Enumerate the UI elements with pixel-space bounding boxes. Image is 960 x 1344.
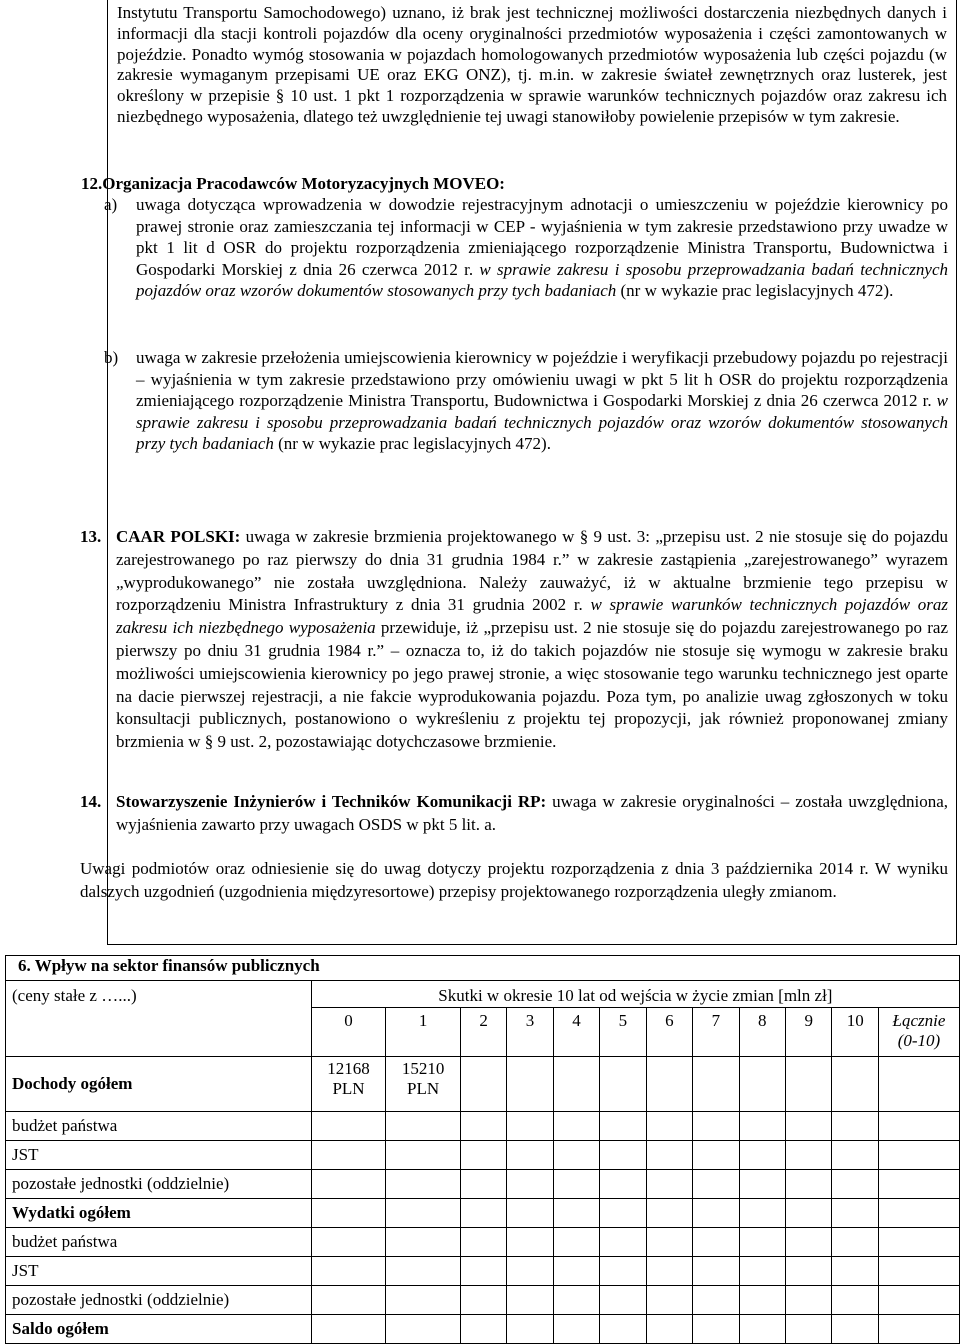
table-row bbox=[6, 1228, 960, 1257]
value-cell bbox=[693, 1199, 739, 1228]
value-cell bbox=[386, 1315, 461, 1344]
value-cell bbox=[600, 1057, 646, 1112]
value-cell bbox=[693, 1112, 739, 1141]
value-cell bbox=[460, 1112, 506, 1141]
value-cell bbox=[693, 1228, 739, 1257]
total-cell bbox=[878, 1170, 959, 1199]
value-cell bbox=[386, 1141, 461, 1170]
value-cell bbox=[786, 1199, 832, 1228]
value-cell bbox=[460, 1286, 506, 1315]
value-cell bbox=[311, 1286, 386, 1315]
item-b-main: uwaga w zakresie przełożenia umiejscowienia kierownicy w pojeździe i weryfikacji przebudowy pojazdu po rejestracji – wyjaśnienia w tym zakresie przedstawiono przy omówieniu uwagi w pkt 5 lit h OSR do projektu rozporządzenia zmieniającego rozporządzenie Ministra Transportu, Budownictwa i Gospodarki Morskiej z dnia 26 czerwca 2012 r. bbox=[136, 348, 948, 410]
item-a-end: (nr w wykazie prac legislacyjnych 472). bbox=[620, 281, 894, 300]
value-cell bbox=[311, 1315, 386, 1344]
section-14-number: 14. bbox=[80, 792, 102, 811]
item-a-title: w sprawie zakresu i sposobu przeprowadzania badań technicznych pojazdów oraz wzorów dokumentów stosowanych przy tych badaniach bbox=[136, 259, 948, 300]
value-cell bbox=[553, 1286, 599, 1315]
value-cell bbox=[786, 1257, 832, 1286]
row-label: JST bbox=[6, 1141, 312, 1170]
value-cell bbox=[600, 1257, 646, 1286]
total-cell bbox=[878, 1315, 959, 1344]
year-header-10: 10 bbox=[832, 1008, 878, 1057]
value-cell bbox=[600, 1228, 646, 1257]
value-cell bbox=[386, 1228, 461, 1257]
total-cell bbox=[878, 1257, 959, 1286]
value-cell bbox=[646, 1286, 692, 1315]
prices-label: (ceny stałe z …...) bbox=[6, 981, 312, 1008]
value-cell bbox=[600, 1315, 646, 1344]
value-cell bbox=[693, 1170, 739, 1199]
value-cell: 12168 PLN bbox=[311, 1057, 386, 1112]
section-12-number: 12. bbox=[81, 174, 103, 193]
year-header-6: 6 bbox=[646, 1008, 692, 1057]
section-13-text2: przewiduje, iż „przepisu ust. 2 nie stosuje się do pojazdu zarejestrowanego po raz pierwszy po dniu 31 grudnia 1984 r.” – oznacza to, iż do takich pojazdów nie stosuje się wymogu w zakresie braku możliwości umiejscowienia kierownicy po jego prawej stronie, a więc stosowanie tego warunku technicznego jest oparte na dacie pierwszej rejestracji, a nie fakcie wyprodukowania pojazdu. Poza tym, po analizie uwag zgłoszonych w toku konsultacji publicznych, postanowiono o wykreśleniu z projektu tej propozycji, jak również proponowanej zmiany brzmienia w § 9 ust. 2, pozostawiając dotychczasowe brzmienie. bbox=[116, 618, 949, 752]
value-cell bbox=[311, 1257, 386, 1286]
summary-paragraph: Uwagi podmiotów oraz odniesienie się do uwag dotyczy projektu rozporządzenia z dnia 3 października 2014 r. W wyniku dalszych uzgodnień (uzgodnienia międzyresortowe) przepisy projektowanego rozporządzenia uległy zmianom. bbox=[80, 859, 948, 901]
value-cell bbox=[460, 1170, 506, 1199]
value-cell bbox=[600, 1199, 646, 1228]
section-12a bbox=[104, 194, 948, 302]
row-label: Dochody ogółem bbox=[6, 1057, 312, 1112]
value-cell bbox=[646, 1141, 692, 1170]
total-cell bbox=[878, 1141, 959, 1170]
value-cell bbox=[507, 1170, 553, 1199]
value-cell bbox=[739, 1286, 785, 1315]
value-cell bbox=[600, 1112, 646, 1141]
finance-impact-table bbox=[5, 955, 960, 1344]
table-row bbox=[6, 1170, 960, 1199]
value-cell bbox=[553, 1112, 599, 1141]
row-label: budżet państwa bbox=[6, 1112, 312, 1141]
value-cell bbox=[646, 1170, 692, 1199]
value-cell bbox=[832, 1286, 878, 1315]
value-cell bbox=[786, 1315, 832, 1344]
value-cell bbox=[311, 1112, 386, 1141]
value-cell bbox=[553, 1199, 599, 1228]
item-a-label: a) bbox=[104, 195, 118, 214]
value-cell bbox=[739, 1257, 785, 1286]
effects-header: Skutki w okresie 10 lat od wejścia w życie zmian [mln zł] bbox=[311, 981, 959, 1008]
row-label: Wydatki ogółem bbox=[6, 1199, 312, 1228]
value-cell bbox=[693, 1257, 739, 1286]
value-cell bbox=[460, 1141, 506, 1170]
value-cell bbox=[460, 1257, 506, 1286]
year-header-blank bbox=[6, 1008, 312, 1057]
year-header-7: 7 bbox=[693, 1008, 739, 1057]
value-cell bbox=[386, 1199, 461, 1228]
value-cell bbox=[693, 1315, 739, 1344]
year-header-1: 1 bbox=[386, 1008, 461, 1057]
value-cell bbox=[311, 1228, 386, 1257]
value-cell bbox=[386, 1112, 461, 1141]
value-cell bbox=[693, 1141, 739, 1170]
value-cell bbox=[646, 1228, 692, 1257]
value-cell bbox=[460, 1199, 506, 1228]
year-header-0: 0 bbox=[311, 1008, 386, 1057]
value-cell bbox=[786, 1286, 832, 1315]
value-cell bbox=[460, 1315, 506, 1344]
value-cell bbox=[832, 1257, 878, 1286]
value-cell bbox=[507, 1257, 553, 1286]
value-cell bbox=[507, 1112, 553, 1141]
value-cell bbox=[646, 1315, 692, 1344]
value-cell bbox=[507, 1315, 553, 1344]
item-a-main: uwaga dotycząca wprowadzenia w dowodzie rejestracyjnym adnotacji o umieszczeniu w pojeździe kierownicy po prawej stronie oraz zamieszczania tej informacji w CEP - wyjaśnienia w tym zakresie przedstawiono przy uwadze w pkt 1 lit d OSR do projektu rozporządzenia zmieniającego rozporządzenie Ministra Transportu, Budownictwa i Gospodarki Morskiej z dnia 26 czerwca 2012 r. bbox=[136, 195, 948, 279]
value-cell bbox=[386, 1257, 461, 1286]
item-a-text bbox=[136, 194, 948, 302]
value-cell bbox=[739, 1228, 785, 1257]
section-12b bbox=[104, 347, 948, 455]
table-title: 6. Wpływ na sektor finansów publicznych bbox=[6, 956, 960, 981]
value-cell bbox=[786, 1141, 832, 1170]
total-cell bbox=[878, 1228, 959, 1257]
year-header-2: 2 bbox=[460, 1008, 506, 1057]
value-cell bbox=[832, 1170, 878, 1199]
item-b-label: b) bbox=[104, 348, 119, 367]
year-header-4: 4 bbox=[553, 1008, 599, 1057]
table-row bbox=[6, 1141, 960, 1170]
value-cell bbox=[460, 1228, 506, 1257]
value-cell bbox=[739, 1141, 785, 1170]
section-12-heading bbox=[81, 173, 505, 194]
table-row bbox=[6, 1315, 960, 1344]
value-cell bbox=[646, 1199, 692, 1228]
table-row bbox=[6, 1112, 960, 1141]
value-cell bbox=[646, 1057, 692, 1112]
value-cell bbox=[786, 1112, 832, 1141]
table-row bbox=[6, 1286, 960, 1315]
section-14-text: uwaga w zakresie oryginalności – została uwzględniona, wyjaśnienia zawarto przy uwagach OSDS w pkt 5 lit. a. bbox=[116, 792, 948, 834]
value-cell bbox=[600, 1141, 646, 1170]
value-cell bbox=[832, 1315, 878, 1344]
total-cell bbox=[878, 1199, 959, 1228]
value-cell bbox=[739, 1170, 785, 1199]
section-13 bbox=[80, 526, 948, 754]
row-label: budżet państwa bbox=[6, 1228, 312, 1257]
item-b-end: (nr w wykazie prac legislacyjnych 472). bbox=[278, 434, 551, 453]
value-cell bbox=[646, 1112, 692, 1141]
value-cell bbox=[507, 1199, 553, 1228]
value-cell bbox=[739, 1057, 785, 1112]
value-cell bbox=[386, 1170, 461, 1199]
table-row bbox=[6, 1257, 960, 1286]
value-cell bbox=[507, 1286, 553, 1315]
value-cell bbox=[460, 1057, 506, 1112]
table-row bbox=[6, 1199, 960, 1228]
table-row bbox=[6, 1057, 960, 1112]
value-cell bbox=[739, 1112, 785, 1141]
value-cell bbox=[386, 1286, 461, 1315]
section-13-text1: uwaga w zakresie brzmienia projektowanego w § 9 ust. 3: „przepisu ust. 2 nie stosuje się do pojazdu zarejestrowanego po raz pierwszy do dnia 31 grudnia 1984 r.” w zakresie zastąpienia „zarejestrowanego” wyrazem „wyprodukowanego” nie została uwzględniona. Należy zauważyć, iż w aktualne brzmienie tego przepisu w rozporządzeniu Ministra Infrastruktury z dnia 31 grudnia 2002 r. bbox=[116, 527, 948, 615]
value-cell bbox=[553, 1228, 599, 1257]
value-cell bbox=[786, 1170, 832, 1199]
value-cell bbox=[507, 1057, 553, 1112]
value-cell bbox=[786, 1228, 832, 1257]
value-cell bbox=[832, 1057, 878, 1112]
row-label: pozostałe jednostki (oddzielnie) bbox=[6, 1170, 312, 1199]
section-14 bbox=[80, 791, 948, 837]
value-cell bbox=[553, 1315, 599, 1344]
total-cell bbox=[878, 1112, 959, 1141]
value-cell bbox=[553, 1170, 599, 1199]
value-cell bbox=[832, 1112, 878, 1141]
section-13-title: CAAR POLSKI: bbox=[116, 527, 241, 546]
year-header-5: 5 bbox=[600, 1008, 646, 1057]
value-cell bbox=[553, 1057, 599, 1112]
value-cell bbox=[832, 1228, 878, 1257]
year-header-9: 9 bbox=[786, 1008, 832, 1057]
value-cell bbox=[311, 1141, 386, 1170]
year-header-8: 8 bbox=[739, 1008, 785, 1057]
value-cell bbox=[646, 1257, 692, 1286]
row-label: Saldo ogółem bbox=[6, 1315, 312, 1344]
section-14-title: Stowarzyszenie Inżynierów i Techników Komunikacji RP: bbox=[116, 792, 547, 811]
value-cell bbox=[832, 1199, 878, 1228]
item-b-title: w sprawie zakresu i sposobu przeprowadzania badań technicznych pojazdów oraz wzorów dokumentów stosowanych przy tych badaniach bbox=[136, 391, 948, 453]
year-header-total: Łącznie (0-10) bbox=[878, 1008, 959, 1057]
value-cell bbox=[693, 1286, 739, 1315]
value-cell bbox=[739, 1199, 785, 1228]
item-b-text bbox=[136, 347, 948, 455]
value-cell bbox=[832, 1141, 878, 1170]
year-header-3: 3 bbox=[507, 1008, 553, 1057]
total-cell bbox=[878, 1286, 959, 1315]
value-cell bbox=[600, 1170, 646, 1199]
value-cell: 15210 PLN bbox=[386, 1057, 461, 1112]
value-cell bbox=[553, 1141, 599, 1170]
section-12-title: Organizacja Pracodawców Motoryzacyjnych MOVEO: bbox=[102, 174, 505, 193]
value-cell bbox=[507, 1228, 553, 1257]
value-cell bbox=[311, 1199, 386, 1228]
value-cell bbox=[693, 1057, 739, 1112]
section-13-italic: w sprawie warunków technicznych pojazdów oraz zakresu ich niezbędnego wyposażenia bbox=[116, 595, 949, 638]
section-13-number: 13. bbox=[80, 527, 102, 546]
paragraph-continuation: Instytutu Transportu Samochodowego) uznano, iż brak jest technicznej możliwości dostarczenia niezbędnych danych i informacji dla stacji kontroli pojazdów dla oceny oryginalności przedmiotów wyposażenia i części zamontowanych w pojeździe. Ponadto wymóg stosowania w pojazdach homologowanych przedmiotów wyposażenia lub części pojazdu (w zakresie wymaganym przepisami UE oraz EKG ONZ), tj. m.in. w zakresie świateł zewnętrznych oraz lusterek, jest określony w przepisie § 10 ust. 1 pkt 1 rozporządzenia w sprawie warunków technicznych pojazdów oraz zakresu ich niezbędnego wyposażenia, dlatego też uwzględnienie tej uwagi stanowiłoby powielenie przepisów w tym zakresie. bbox=[117, 3, 947, 126]
value-cell bbox=[786, 1057, 832, 1112]
value-cell bbox=[553, 1257, 599, 1286]
value-cell bbox=[600, 1286, 646, 1315]
row-label: JST bbox=[6, 1257, 312, 1286]
value-cell bbox=[311, 1170, 386, 1199]
value-cell bbox=[739, 1315, 785, 1344]
value-cell bbox=[507, 1141, 553, 1170]
row-label: pozostałe jednostki (oddzielnie) bbox=[6, 1286, 312, 1315]
total-cell bbox=[878, 1057, 959, 1112]
